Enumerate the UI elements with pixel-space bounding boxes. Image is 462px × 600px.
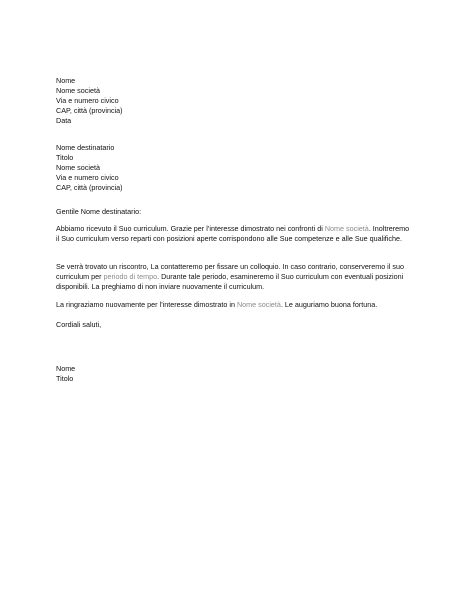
paragraph-1-text-a: Abbiamo ricevuto il Suo curriculum. Grazie per l’interesse dimostrato nei confronti di [56,224,325,233]
paragraph-2-text-b: . Durante tale periodo, esamineremo il Suo curriculum con eventuali posizioni disponibili. La preghiamo di non inviare nuovamente il curriculum. [56,272,404,291]
sender-city: CAP, città (provincia) [56,106,123,115]
body-paragraph-1 [56,224,412,244]
recipient-title: Titolo [56,153,74,162]
closing-text: Cordiali saluti, [56,320,102,329]
sender-name: Nome [56,76,76,85]
recipient-street: Via e numero civico [56,173,119,182]
signature-title: Titolo [56,374,74,383]
letter-date: Data [56,116,72,125]
closing [56,320,412,330]
recipient-city: CAP, città (provincia) [56,183,123,192]
body-paragraph-2 [56,262,412,292]
recipient-company: Nome società [56,163,100,172]
signature-block [56,364,412,384]
sender-address-block [56,76,412,126]
company-placeholder: Nome società [324,224,369,233]
company-placeholder-2: Nome società [236,300,281,309]
recipient-address-block [56,143,412,193]
paragraph-3-text-a: La ringraziamo nuovamente per l’interesse dimostrato in [56,300,237,309]
recipient-name: Nome destinatario [56,143,115,152]
sender-street: Via e numero civico [56,96,119,105]
salutation-text: Gentile Nome destinatario: [56,207,142,216]
period-placeholder: periodo di tempo [103,272,158,281]
signature-name: Nome [56,364,76,373]
paragraph-2-text-a: Se verrà trovato un riscontro, La contatteremo per fissare un colloquio. In caso contrario, conserveremo il suo curriculum per [56,262,404,281]
paragraph-3-text-b: . Le auguriamo buona fortuna. [280,300,378,309]
paragraph-1-text-b: . Inoltreremo il Suo curriculum verso reparti con posizioni aperte corrispondono alle Sue competenze e alle Sue qualifiche. [56,224,410,243]
salutation [56,207,412,217]
body-paragraph-3 [56,300,412,310]
sender-company: Nome società [56,86,100,95]
